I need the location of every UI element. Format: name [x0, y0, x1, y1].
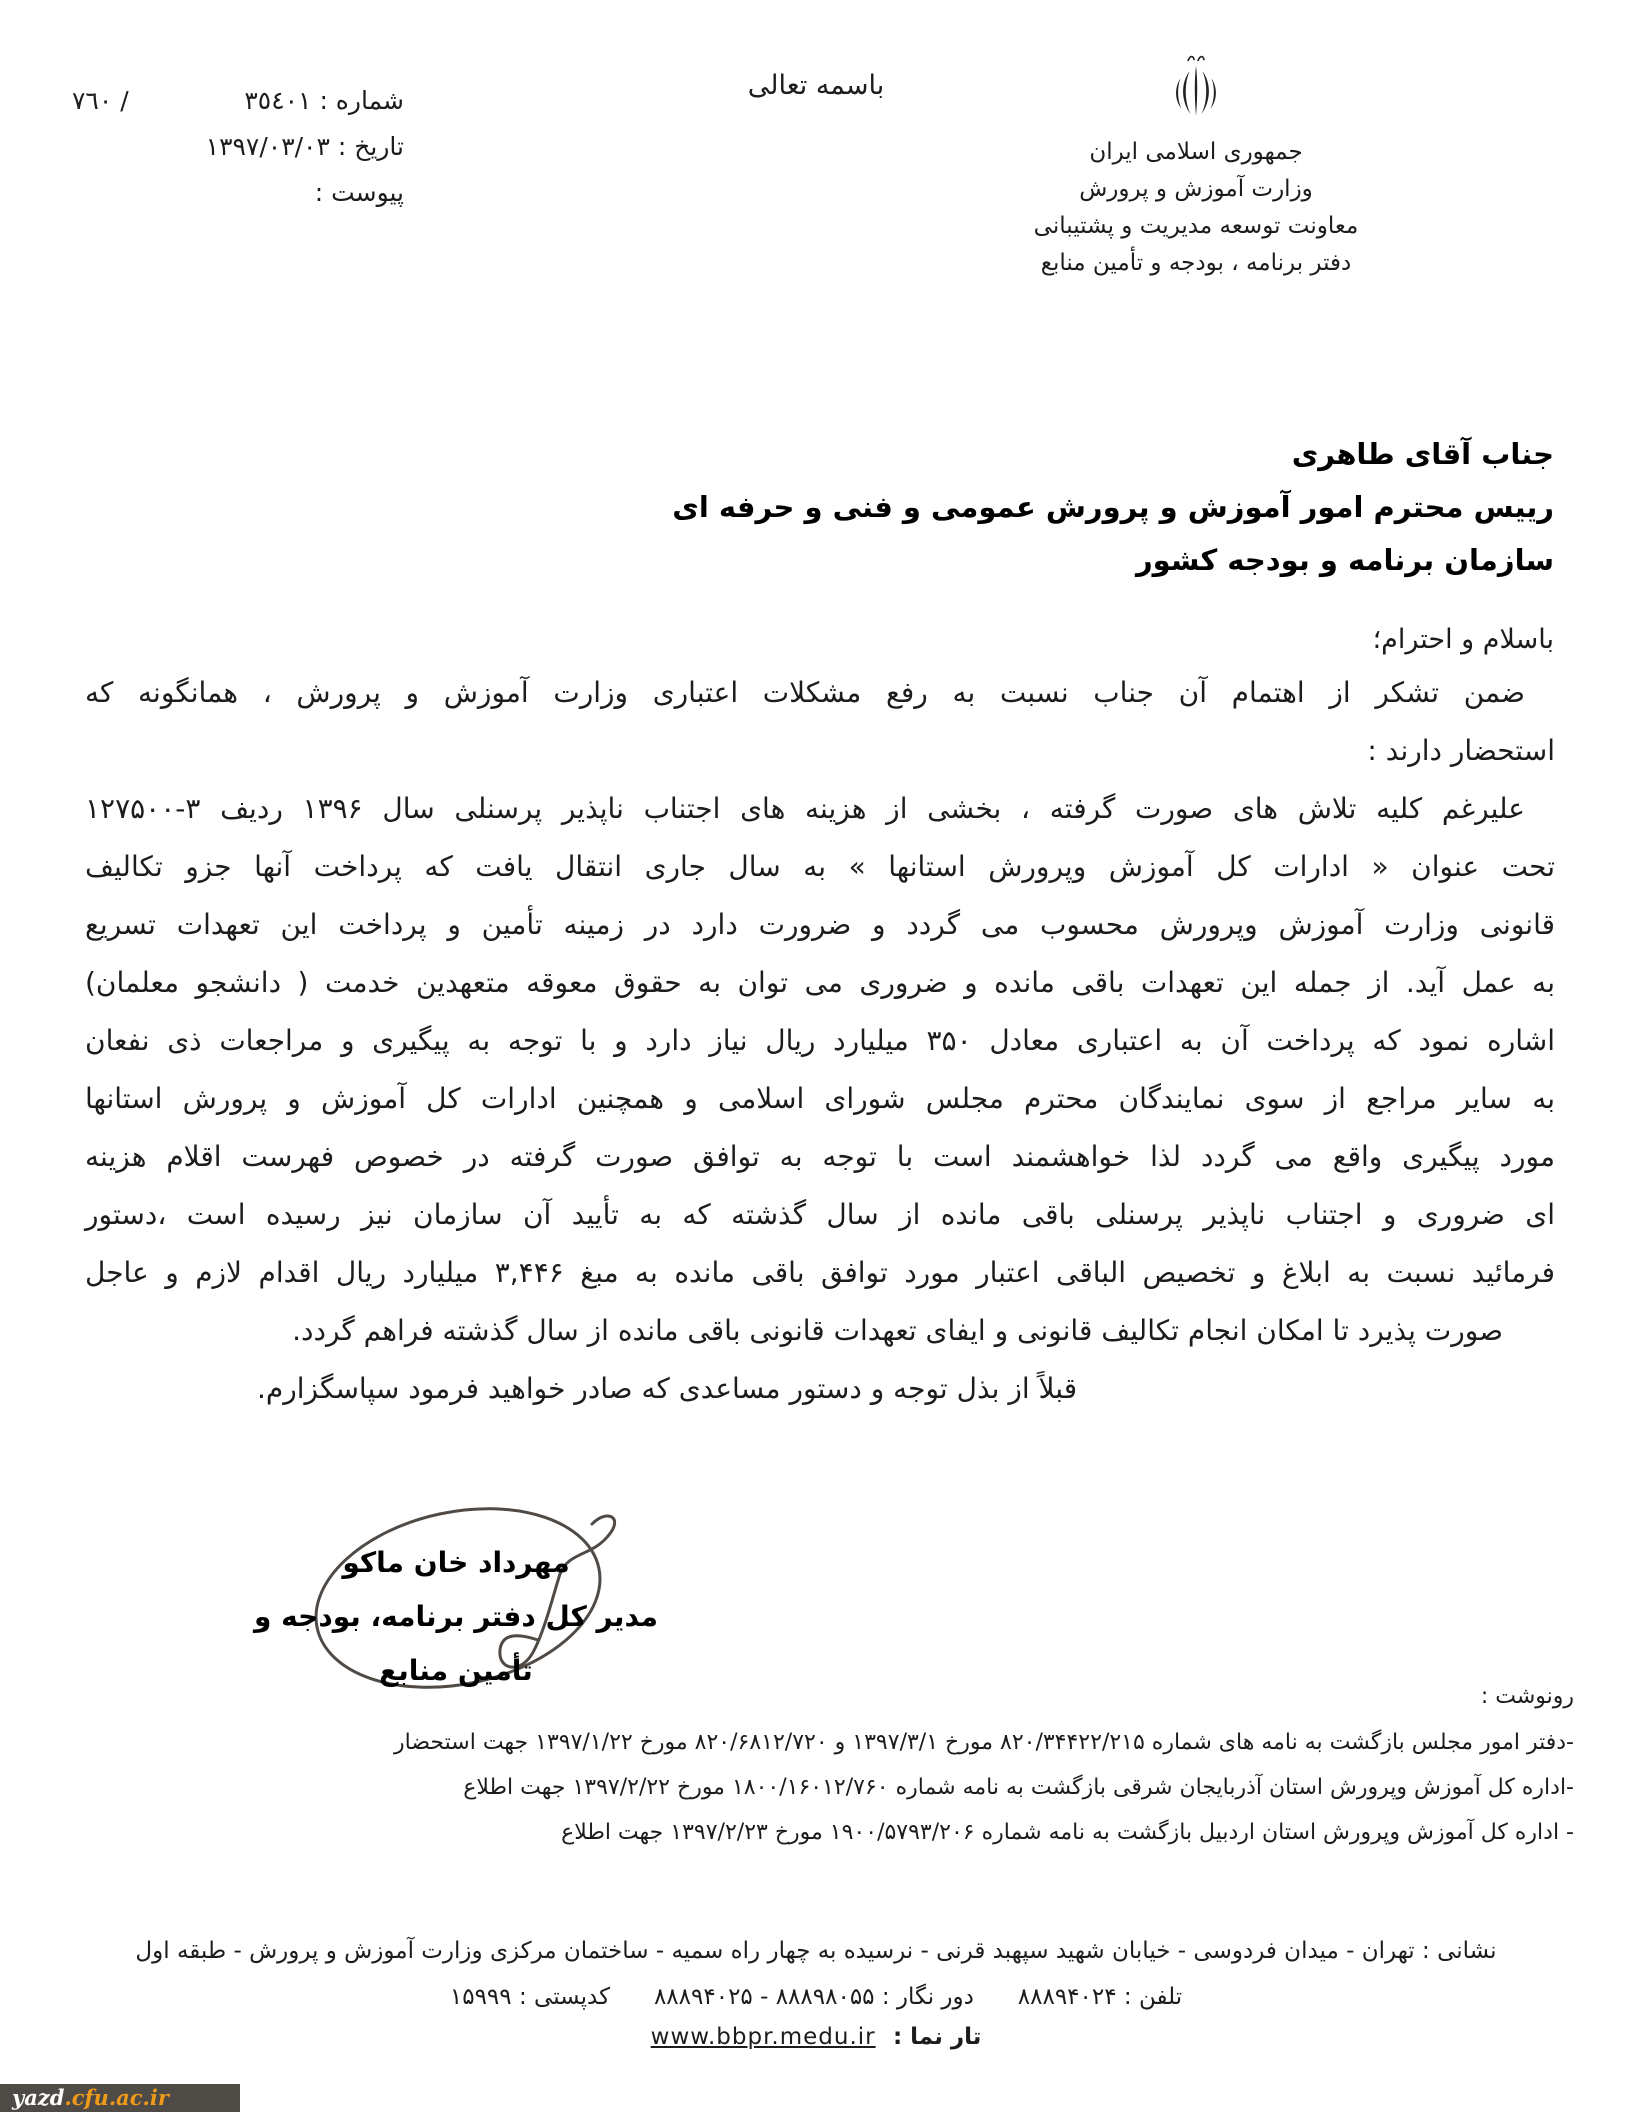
org-line-country: جمهوری اسلامی ایران: [1089, 139, 1303, 165]
footer-website: [0, 2024, 1632, 2050]
letterhead: [1018, 52, 1374, 282]
site-watermark: [0, 2084, 240, 2112]
org-line-ministry: وزارت آموزش و پرورش: [1079, 176, 1313, 202]
body-line: اشاره نمود که پرداخت آن به اعتباری معادل ۳۵۰ میلیارد ریال نیاز دارد و با توجه به پیگیری و مراجعات ذی نفعان: [85, 1024, 1555, 1057]
website-label: تار نما :: [892, 2024, 982, 2050]
body-line: تحت عنوان « ادارات کل آموزش وپرورش استانها » به سال جاری انتقال یافت که پرداخت آنها جزو تکالیف: [85, 850, 1555, 883]
body-line: ضمن تشکر از اهتمام آن جناب نسبت به رفع مشکلات اعتباری وزارت آموزش و پرورش ، همانگونه که: [85, 676, 1525, 709]
letter-date-row: [72, 132, 404, 161]
copy-line: - اداره کل آموزش وپرورش استان اردبیل بازگشت به نامه شماره ۱۹۰۰/۵۷۹۳/۲۰۶ مورخ ۱۳۹۷/۲/۲۳ جهت اطلاع: [561, 1820, 1574, 1845]
letter-date-value: ۱۳۹۷/۰۳/۰۳: [205, 132, 330, 161]
letter-date-label: تاریخ :: [337, 132, 404, 161]
copies-section: [394, 1682, 1574, 1855]
copy-line: -دفتر امور مجلس بازگشت به نامه های شماره ۸۲۰/۳۴۴۲۲/۲۱۵ مورخ ۱۳۹۷/۳/۱ و ۸۲۰/۶۸۱۲/۷۲۰ مورخ ۱۳۹۷/۱/۲۲ جهت استحضار: [394, 1730, 1574, 1755]
recipient-block: [672, 428, 1554, 587]
recipient-name: جناب آقای طاهری: [1291, 437, 1554, 471]
salutation-text: باسلام و احترام؛: [1372, 624, 1554, 655]
body-line: علیرغم کلیه تلاش های صورت گرفته ، بخشی از هزینه های اجتناب ناپذیر پرسنلی سال ۱۳۹۶ ردیف ۳-۱۲۷۵۰۰: [85, 792, 1525, 825]
body-line: فرمائید نسبت به ابلاغ و تخصیص الباقی اعتبار مورد توافق باقی مانده به مبغ ۳,۴۴۶ میلیارد ریال اقدام لازم و عاجل: [85, 1256, 1556, 1289]
attachment-label: پیوست :: [314, 178, 404, 207]
letter-number-suffix: / ٧٦٠: [72, 86, 129, 115]
watermark-suffix: .cfu.ac.ir: [64, 2085, 169, 2110]
org-line-office: دفتر برنامه ، بودجه و تأمین منابع: [1040, 250, 1352, 276]
body-line: به سایر مراجع از سوی نمایندگان محترم مجلس شورای اسلامی و همچنین ادارات کل آموزش و پرورش استانها: [85, 1082, 1555, 1115]
recipient-organization: سازمان برنامه و بودجه کشور: [1135, 543, 1554, 577]
watermark-prefix: yazd: [12, 2085, 65, 2110]
footer-phones: تلفن : ۸۸۸۹۴۰۲۴ دور نگار : ۸۸۸۹۸۰۵۵ - ۸۸۸۹۴۰۲۵ کدپستی : ۱۵۹۹۹: [449, 1984, 1183, 2010]
recipient-title: رییس محترم امور آموزش و پرورش عمومی و فنی و حرفه ای: [672, 490, 1554, 524]
letter-number-label: شماره :: [319, 86, 404, 115]
signature-block: [228, 1536, 684, 1698]
copies-label: رونوشت :: [1480, 1684, 1574, 1709]
copy-line: -اداره کل آموزش وپرورش استان آذربایجان شرقی بازگشت به نامه شماره ۱۸۰۰/۱۶۰۱۲/۷۶۰ مورخ ۱۳۹۷/۲/۲۲ جهت اطلاع: [463, 1775, 1574, 1800]
website-url: www.bbpr.medu.ir: [650, 2024, 876, 2050]
body-line: مورد پیگیری واقع می گردد لذا خواهشمند است با توجه به توافق صورت گرفته در خصوص فهرست اقلام هزینه: [85, 1140, 1555, 1173]
besmeleh-text: باسمه تعالی: [747, 70, 885, 101]
body-line: قبلاً از بذل توجه و دستور مساعدی که صادر خواهید فرمود سپاسگزارم.: [257, 1372, 1078, 1405]
letter-number-value: ٣٥٤٠١: [244, 86, 312, 115]
body-line: ای ضروری و اجتناب ناپذیر پرسنلی باقی مانده از سال گذشته که به تأیید آن سازمان نیز رسیده است ،دستور: [85, 1198, 1555, 1231]
footer-address: نشانی : تهران - میدان فردوسی - خیابان شهید سپهبد قرنی - نرسیده به چهار راه سمیه - ساختمان مرکزی وزارت آموزش و پرورش - طبقه اول: [135, 1938, 1497, 1964]
body-line: استحضار دارند :: [1367, 734, 1555, 767]
copies-list: [394, 1720, 1574, 1855]
signatory-title: مدیر کل دفتر برنامه، بودجه و تأمین منابع: [254, 1600, 658, 1687]
letter-attachment-row: [72, 178, 404, 207]
body-line: صورت پذیرد تا امکان انجام تکالیف قانونی و ایفای تعهدات قانونی باقی مانده از سال گذشته فراهم گردد.: [292, 1314, 1503, 1347]
signatory-name: مهرداد خان ماکو: [342, 1546, 570, 1579]
body-text: [85, 664, 1555, 1418]
org-line-deputy: معاونت توسعه مدیریت و پشتیبانی: [1033, 213, 1359, 239]
letter-date: [206, 132, 404, 161]
iran-emblem-icon: [1169, 52, 1223, 126]
body-line: به عمل آید. از جمله این تعهدات باقی مانده و ضروری می توان به حقوق معوقه متعهدین خدمت ( دانشجو معلمان): [85, 966, 1555, 999]
body-line: قانونی وزارت آموزش وپرورش محسوب می گردد و ضرورت دارد در زمینه تأمین و پرداخت این تعهدات تسریع: [85, 908, 1555, 941]
letter-meta: [72, 86, 404, 224]
